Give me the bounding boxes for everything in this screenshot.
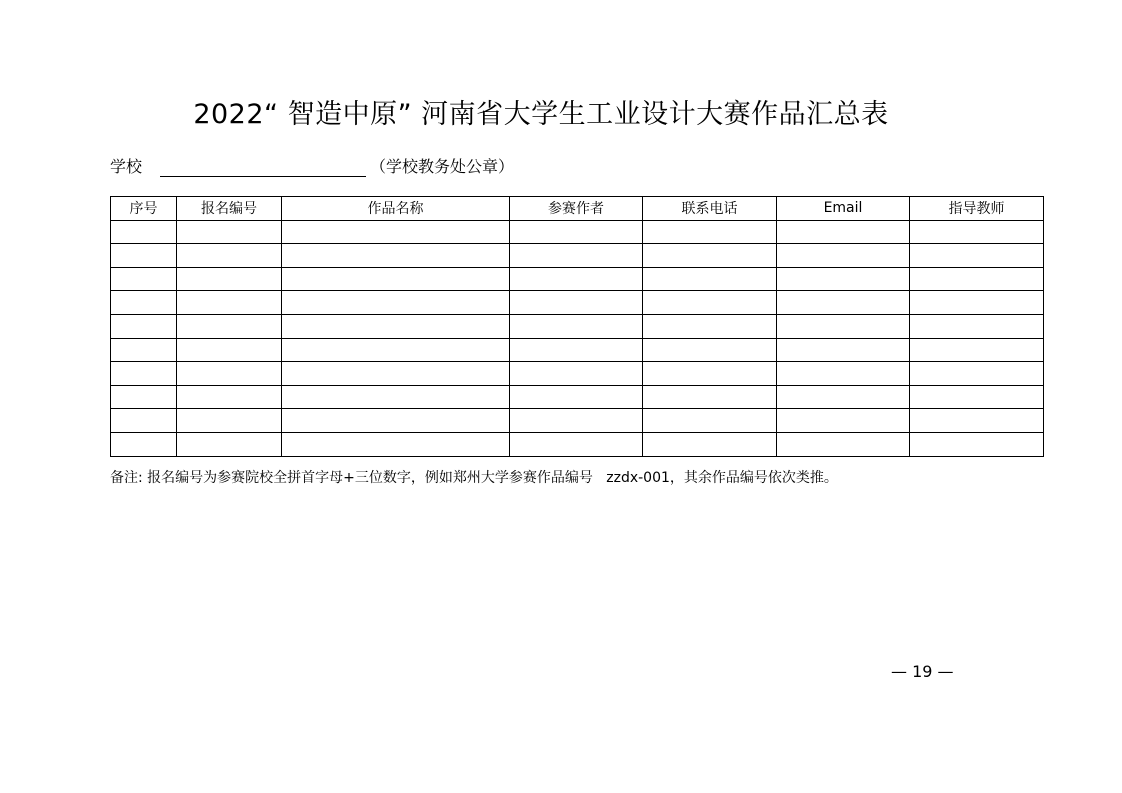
table-cell xyxy=(510,314,643,338)
table-cell xyxy=(510,244,643,268)
table-row xyxy=(111,432,1044,456)
table-cell xyxy=(177,244,282,268)
table-body xyxy=(111,220,1044,456)
table-cell xyxy=(910,220,1044,244)
table-row xyxy=(111,362,1044,386)
table-cell xyxy=(177,338,282,362)
table-cell xyxy=(910,409,1044,433)
school-label: 学校 xyxy=(110,157,143,176)
table-cell xyxy=(910,338,1044,362)
table-cell xyxy=(910,385,1044,409)
table-cell xyxy=(643,220,777,244)
table-cell xyxy=(282,267,510,291)
table-cell xyxy=(111,314,177,338)
table-cell xyxy=(643,362,777,386)
table-cell xyxy=(177,267,282,291)
table-row xyxy=(111,338,1044,362)
table-cell xyxy=(282,409,510,433)
table-cell xyxy=(510,432,643,456)
page-title: 2022“ 智造中原” 河南省大学生工业设计大赛作品汇总表 xyxy=(193,99,889,130)
table-cell xyxy=(282,362,510,386)
table-row xyxy=(111,385,1044,409)
table-cell xyxy=(777,338,910,362)
header-registration-id: 报名编号 xyxy=(177,197,282,221)
table-cell xyxy=(643,432,777,456)
table-cell xyxy=(282,338,510,362)
table-cell xyxy=(177,291,282,315)
table-cell xyxy=(510,409,643,433)
table-cell xyxy=(777,267,910,291)
table-cell xyxy=(910,314,1044,338)
table-cell xyxy=(777,291,910,315)
table-cell xyxy=(510,385,643,409)
table-cell xyxy=(910,291,1044,315)
table-cell xyxy=(643,291,777,315)
table-cell xyxy=(510,338,643,362)
school-name-blank xyxy=(160,158,366,177)
table-cell xyxy=(777,314,910,338)
table-cell xyxy=(177,362,282,386)
table-cell xyxy=(282,220,510,244)
school-line xyxy=(110,154,514,177)
header-serial-number: 序号 xyxy=(111,197,177,221)
table-row xyxy=(111,267,1044,291)
header-work-name: 作品名称 xyxy=(282,197,510,221)
header-authors: 参赛作者 xyxy=(510,197,643,221)
table-cell xyxy=(111,291,177,315)
table-cell xyxy=(777,220,910,244)
table-cell xyxy=(643,385,777,409)
table-cell xyxy=(777,244,910,268)
page-number: — 19 — xyxy=(891,662,954,681)
table-cell xyxy=(643,244,777,268)
table-cell xyxy=(510,291,643,315)
table-header-row xyxy=(111,197,1044,221)
table-cell xyxy=(282,385,510,409)
summary-table xyxy=(110,196,1044,457)
table-cell xyxy=(111,267,177,291)
table-cell xyxy=(643,267,777,291)
table-cell xyxy=(910,432,1044,456)
table-cell xyxy=(177,314,282,338)
table-row xyxy=(111,244,1044,268)
table-cell xyxy=(111,432,177,456)
footnote: 备注: 报名编号为参赛院校全拼首字母+三位数字，例如郑州大学参赛作品编号 zzdx-001，其余作品编号依次类推。 xyxy=(110,470,838,486)
table-cell xyxy=(643,338,777,362)
table-cell xyxy=(910,362,1044,386)
table-cell xyxy=(177,220,282,244)
table-cell xyxy=(177,385,282,409)
table-cell xyxy=(282,244,510,268)
table-cell xyxy=(282,432,510,456)
table-cell xyxy=(910,267,1044,291)
table-row xyxy=(111,220,1044,244)
table-cell xyxy=(177,432,282,456)
table-cell xyxy=(643,314,777,338)
header-phone: 联系电话 xyxy=(643,197,777,221)
header-advisor: 指导教师 xyxy=(910,197,1044,221)
table-cell xyxy=(282,314,510,338)
table-cell xyxy=(177,409,282,433)
table-cell xyxy=(510,362,643,386)
table-row xyxy=(111,409,1044,433)
table-cell xyxy=(510,267,643,291)
table-cell xyxy=(111,220,177,244)
table-cell xyxy=(777,385,910,409)
header-email: Email xyxy=(777,197,910,221)
table-cell xyxy=(777,362,910,386)
table-cell xyxy=(111,409,177,433)
table-cell xyxy=(111,385,177,409)
table-cell xyxy=(910,244,1044,268)
table-cell xyxy=(510,220,643,244)
table-cell xyxy=(111,338,177,362)
table-row xyxy=(111,291,1044,315)
table-row xyxy=(111,314,1044,338)
table-cell xyxy=(777,432,910,456)
table-cell xyxy=(777,409,910,433)
table-cell xyxy=(643,409,777,433)
table-cell xyxy=(111,362,177,386)
table-cell xyxy=(111,244,177,268)
table-cell xyxy=(282,291,510,315)
seal-note: （学校教务处公章） xyxy=(370,157,515,176)
